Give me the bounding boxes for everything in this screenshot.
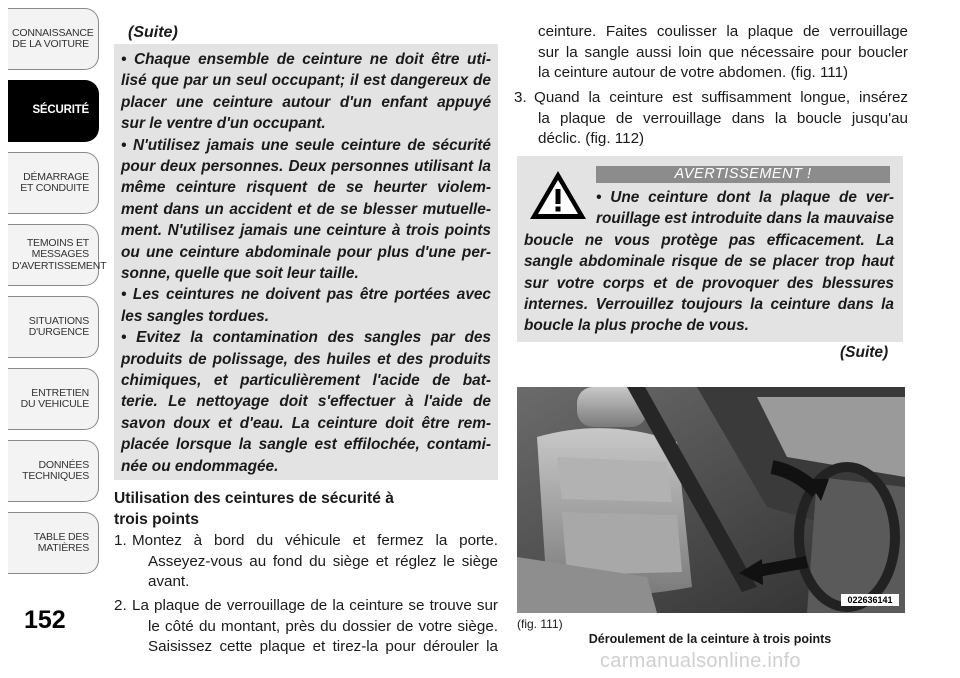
chapter-tab-label: TECHNIQUES	[22, 470, 89, 482]
warning-line: boucle la plus proche de vous.	[524, 317, 749, 335]
warning-line: placée lorsque la sangle est effilochée, contami-	[121, 436, 491, 454]
warning-line: sur le ventre d'un occupant.	[121, 115, 326, 133]
chapter-tab[interactable]	[8, 224, 107, 286]
warning-line: rouillage est introduite dans la mauvaise	[596, 210, 894, 228]
warning-line: ou une ceinture abdominale pour plus d'une per-	[121, 243, 491, 261]
warning-line: boucle ne vous protège pas efficacement. La	[524, 231, 894, 249]
chapter-tab[interactable]	[8, 152, 99, 214]
step-line: déclic. (fig. 112)	[538, 130, 645, 148]
figure-caption: Déroulement de la ceinture à trois points	[588, 632, 832, 646]
step-line: la plaque de verrouillage dans la boucle jusqu'au	[538, 109, 908, 127]
step-line: Asseyez-vous au fond du siège et réglez le siège	[148, 552, 498, 570]
warning-line: • Chaque ensemble de ceinture ne doit être uti-	[121, 51, 491, 68]
seatbelt-photo	[517, 387, 905, 613]
chapter-tab-label: TEMOINS ET	[26, 236, 89, 249]
chapter-tab-label: DU VEHICULE	[20, 398, 89, 410]
section-heading	[114, 488, 394, 530]
chapter-tab[interactable]	[8, 296, 99, 358]
chapter-tab-label: DE LA VOITURE	[12, 38, 89, 50]
chapter-tab[interactable]	[8, 80, 99, 142]
warning-triangle-icon	[527, 168, 589, 222]
chapter-tab-label: D'AVERTISSEMENT	[12, 259, 107, 272]
body-line: sur la sangle aussi loin que nécessaire pour boucler	[538, 43, 908, 61]
warning-line: pour deux personnes. Deux personnes utilisant la	[121, 158, 491, 175]
step-line: le côté du montant, près du dossier de votre siège.	[148, 617, 498, 635]
chapter-tab[interactable]	[8, 368, 99, 430]
warning-line: née ou endommagée.	[121, 457, 279, 475]
chapter-tab-label: TABLE DES	[33, 530, 89, 543]
chapter-tab-label: SÉCURITÉ	[32, 104, 89, 117]
warning-line: placer une ceinture autour d'un enfant appuyé	[121, 93, 491, 111]
warning-line: les sangles tordues.	[121, 307, 269, 325]
step-number: 3.	[514, 89, 527, 106]
chapter-tab-label: DONNÉES	[38, 458, 89, 471]
chapter-tab-label: MATIÈRES	[37, 542, 89, 554]
warning-box-left	[114, 44, 498, 480]
warning-line: ment dans un accident et de se blesser mutuelle-	[121, 200, 491, 218]
chapter-tab-label: ET CONDUITE	[20, 182, 89, 194]
warning-line: sangle abdominale risque de se placer trop haut	[524, 253, 894, 271]
watermark: carmanualsonline.info	[600, 650, 801, 672]
warning-line: savon doux et d'eau. La ceinture doit être rem-	[121, 414, 491, 432]
heading-line: Utilisation des ceintures de sécurité à	[114, 490, 394, 507]
step-line: Quand la ceinture est suffisamment longue, insérez	[534, 89, 908, 106]
step-number: 1.	[114, 532, 127, 549]
step-line: Saisissez cette plaque et tirez-la pour dérouler la	[148, 638, 498, 656]
chapter-tab-label: DÉMARRAGE	[23, 170, 89, 183]
warning-line: chimiques, et particulièrement l'acide de bat-	[121, 372, 491, 389]
warning-title: AVERTISSEMENT !	[596, 166, 890, 183]
figure-label: (fig. 111)	[517, 617, 563, 631]
warning-line: lisé que par un seul occupant; il est dangereux de	[121, 72, 491, 90]
chapter-tab-label: CONNAISSANCE	[12, 26, 94, 39]
warning-line: même ceinture risquent de se heurter violem-	[121, 179, 491, 197]
step-line: Montez à bord du véhicule et fermez la porte.	[132, 532, 498, 549]
chapter-tab[interactable]	[8, 512, 99, 574]
step-number: 2.	[114, 597, 127, 614]
suite-label-top: (Suite)	[128, 24, 178, 41]
step-line: avant.	[148, 573, 190, 591]
chapter-tab-label: MESSAGES	[31, 248, 89, 261]
warning-line: • N'utilisez jamais une seule ceinture de sécurité	[121, 136, 491, 154]
suite-label-right: (Suite)	[840, 344, 889, 361]
warning-line: • Les ceintures ne doivent pas être portées avec	[121, 286, 491, 304]
warning-line: sonne, quelle que soit leur taille.	[121, 265, 359, 282]
instruction-step	[114, 596, 498, 658]
body-line: la ceinture autour de votre abdomen. (fig. 111)	[538, 64, 849, 82]
figure-code: 022636141	[841, 594, 899, 606]
warning-line: sur votre corps et de provoquer des blessures	[524, 274, 894, 292]
chapter-tab[interactable]	[8, 8, 99, 70]
warning-line: • Une ceinture dont la plaque de ver-	[596, 189, 894, 206]
chapter-tab-label: D'URGENCE	[28, 326, 89, 338]
warning-line: produits de polissage, des huiles et des produits	[121, 350, 491, 368]
warning-line: internes. Verrouillez toujours la ceinture dans la	[524, 296, 894, 313]
warning-line: • Evitez la contamination des sangles par des	[121, 329, 491, 347]
body-line: ceinture. Faites coulisser la plaque de verrouillage	[538, 23, 908, 40]
chapter-tab-label: ENTRETIEN	[31, 386, 89, 399]
instruction-step	[114, 531, 498, 593]
chapter-tab[interactable]	[8, 440, 99, 502]
warning-line: ment. N'utilisez jamais une ceinture à trois points	[121, 222, 491, 240]
step-line: La plaque de verrouillage de la ceinture se trouve sur	[132, 597, 498, 614]
warning-line: terie. Le nettoyage doit s'effectuer à l'aide de	[121, 393, 491, 411]
page-number: 152	[24, 606, 66, 634]
chapter-tab-label: SITUATIONS	[28, 314, 89, 327]
heading-line: trois points	[114, 511, 199, 528]
